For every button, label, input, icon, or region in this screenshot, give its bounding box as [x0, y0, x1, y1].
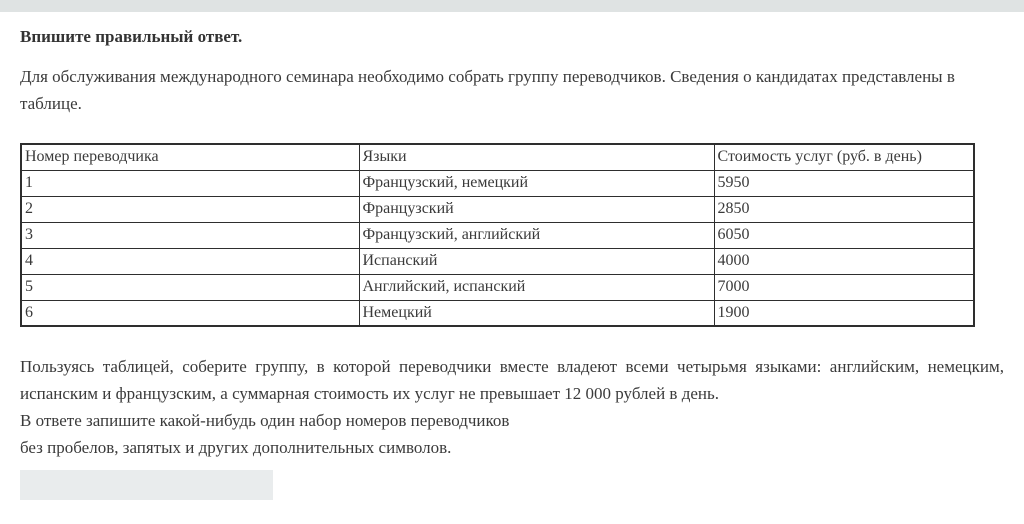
task-instruction: Пользуясь таблицей, соберите группу, в которой переводчики вместе владеют всеми четырьмя языками: английским, немецким, испанским и французским, а суммарная стоимость их услуг не превышает 12 000 рублей в день.	[20, 357, 1004, 403]
cell-languages: Французский, английский	[359, 222, 714, 248]
table-row	[21, 274, 974, 300]
cell-number: 1	[21, 170, 359, 196]
cell-cost: 4000	[714, 248, 974, 274]
translators-table	[20, 143, 975, 327]
table-row	[21, 170, 974, 196]
cell-number: 5	[21, 274, 359, 300]
answer-input[interactable]	[20, 470, 273, 500]
cell-languages: Французский	[359, 196, 714, 222]
table-row	[21, 300, 974, 326]
top-bar	[0, 0, 1024, 12]
table-row	[21, 248, 974, 274]
cell-languages: Французский, немецкий	[359, 170, 714, 196]
cell-cost: 7000	[714, 274, 974, 300]
cell-languages: Английский, испанский	[359, 274, 714, 300]
cell-number: 2	[21, 196, 359, 222]
table-row	[21, 222, 974, 248]
column-header-languages: Языки	[359, 144, 714, 170]
table-header-row	[21, 144, 974, 170]
column-header-cost: Стоимость услуг (руб. в день)	[714, 144, 974, 170]
cell-languages: Испанский	[359, 248, 714, 274]
cell-number: 4	[21, 248, 359, 274]
table-row	[21, 196, 974, 222]
column-header-number: Номер переводчика	[21, 144, 359, 170]
cell-cost: 6050	[714, 222, 974, 248]
cell-cost: 2850	[714, 196, 974, 222]
task-note-line1: В ответе запишите какой-нибудь один набор номеров переводчиков	[20, 411, 510, 430]
cell-cost: 5950	[714, 170, 974, 196]
intro-paragraph: Для обслуживания международного семинара необходимо собрать группу переводчиков. Сведения о кандидатах представлены в таблице.	[20, 67, 955, 113]
task-note-line2: без пробелов, запятых и других дополнительных символов.	[20, 438, 452, 457]
cell-number: 3	[21, 222, 359, 248]
question-page	[0, 26, 1024, 500]
cell-cost: 1900	[714, 300, 974, 326]
cell-number: 6	[21, 300, 359, 326]
task-block	[20, 353, 1004, 461]
cell-languages: Немецкий	[359, 300, 714, 326]
question-heading: Впишите правильный ответ.	[20, 27, 243, 46]
